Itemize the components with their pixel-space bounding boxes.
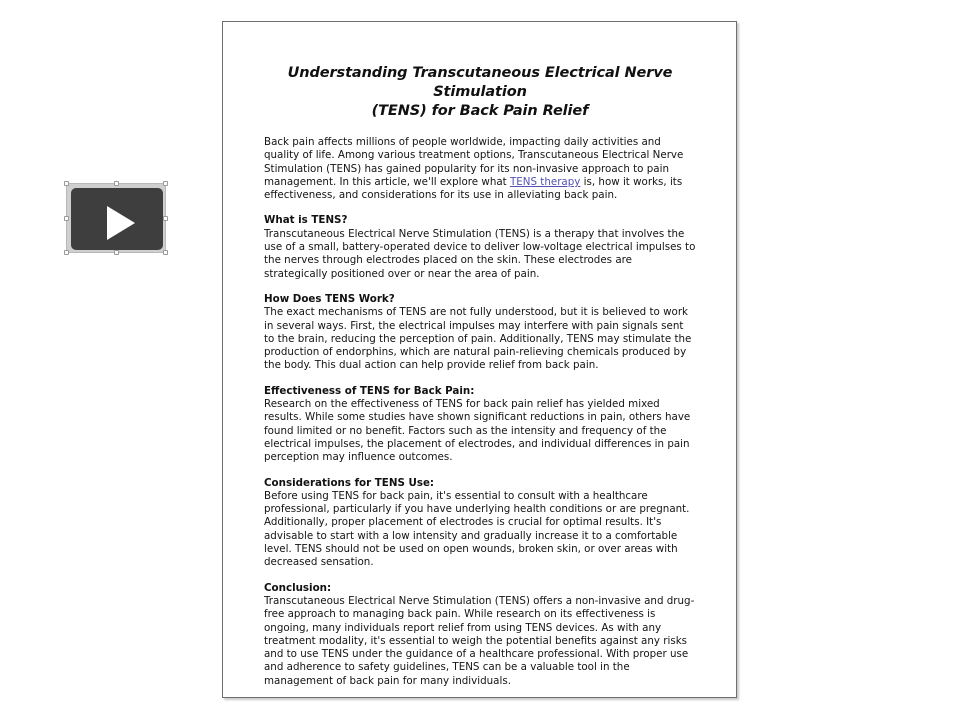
page-title [264,64,696,121]
video-screen[interactable] [71,188,163,250]
intro-text-after-link: is, how it works, its effectiveness, and considerations for its use in alleviating back pain. [264,175,683,202]
section-heading: What is TENS? [264,214,348,227]
section-heading: How Does TENS Work? [264,292,395,305]
intro-section [264,136,696,202]
resize-handle-n[interactable] [114,181,119,186]
section-paragraph: Transcutaneous Electrical Nerve Stimulation (TENS) is a therapy that involves the use of a small, battery-operated device to deliver low-voltage electrical impulses to the nerves through electrodes placed on the skin. These electrodes are strategically positioned over or near the area of pain. [264,227,696,280]
section-effectiveness [264,385,696,465]
section-heading: Effectiveness of TENS for Back Pain: [264,384,475,397]
section-heading: Conclusion: [264,581,332,594]
resize-handle-s[interactable] [114,250,119,255]
section-what-is-tens [264,214,696,280]
intro-text-before-link: Back pain affects millions of people worldwide, impacting daily activities and quality of life. Among various treatment options, Transcutaneous Electrical Nerve Stimulation (TENS) has gained popularity for its non-invasive approach to pain management. In this article, we'll explore what [264,136,684,188]
intro-paragraph [264,136,696,202]
resize-handle-nw[interactable] [64,181,69,186]
resize-handle-se[interactable] [163,250,168,255]
page-title-line-2: (TENS) for Back Pain Relief [371,103,589,119]
resize-handle-sw[interactable] [64,250,69,255]
section-how-does-tens-work [264,293,696,373]
section-paragraph: The exact mechanisms of TENS are not fully understood, but it is believed to work in several ways. First, the electrical impulses may interfere with pain signals sent to the brain, reducing the perception of pain. Additionally, TENS may stimulate the production of endorphins, which are natural pain-relieving chemicals produced by the body. This dual action can help provide relief from back pain. [264,306,692,372]
resize-handle-w[interactable] [64,216,69,221]
resize-handle-e[interactable] [163,216,168,221]
play-triangle-icon[interactable] [107,206,135,240]
section-considerations [264,477,696,570]
section-heading: Considerations for TENS Use: [264,476,435,489]
section-paragraph: Transcutaneous Electrical Nerve Stimulation (TENS) offers a non-invasive and drug-free approach to managing back pain. While research on its effectiveness is ongoing, many individuals report relief from using TENS devices. As with any treatment modality, it's essential to weigh the potential benefits against any risks and to use TENS under the guidance of a healthcare professional. With proper use and adherence to safety guidelines, TENS can be a valuable tool in the management of back pain for many individuals. [264,594,695,687]
document-page [222,21,737,698]
section-paragraph: Before using TENS for back pain, it's essential to consult with a healthcare professional, particularly if you have underlying health conditions or are pregnant. Additionally, proper placement of electrodes is crucial for optimal results. It's advisable to start with a low intensity and gradually increase it to a comfortable level. TENS should not be used on open wounds, broken skin, or over areas with decreased sensation. [264,489,690,569]
section-conclusion [264,582,696,688]
tens-therapy-link[interactable]: TENS therapy [509,175,581,188]
section-paragraph: Research on the effectiveness of TENS for back pain relief has yielded mixed results. While some studies have shown significant reductions in pain, others have found limited or no benefit. Factors such as the intensity and frequency of the electrical impulses, the placement of electrodes, and individual differences in pain perception may influence outcomes. [264,398,691,464]
resize-handle-ne[interactable] [163,181,168,186]
document-content [264,64,696,688]
video-placeholder-object[interactable] [66,183,166,253]
video-frame [66,183,166,253]
page-title-line-1: Understanding Transcutaneous Electrical Nerve Stimulation [287,65,673,100]
